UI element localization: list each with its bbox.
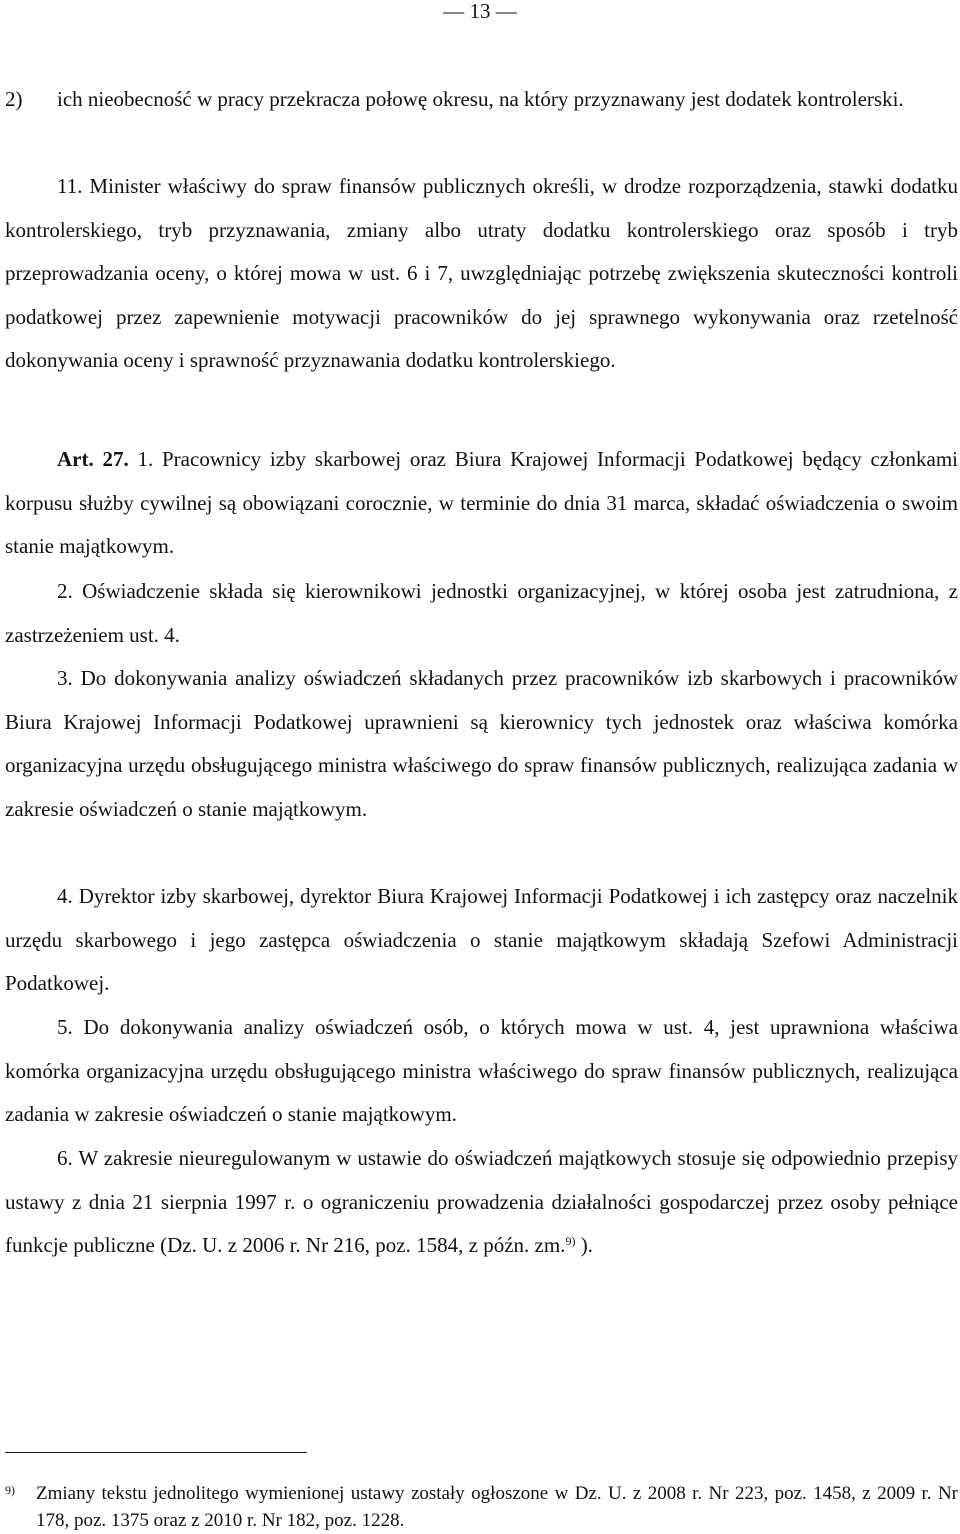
- footnote-text: Zmiany tekstu jednolitego wymienionej ustawy zostały ogłoszone w Dz. U. z 2008 r. Nr 223, poz. 1458, z 2009 r. Nr 178, poz. 1375 oraz z 2010 r. Nr 182, poz. 1228.: [36, 1483, 958, 1531]
- art27-ust2: 2. Oświadczenie składa się kierownikowi jednostki organizacyjnej, w której osoba jest zatrudniona, z zastrzeżeniem ust. 4.: [5, 579, 958, 647]
- footnote-separator: [5, 1452, 307, 1453]
- art27-ust5: 5. Do dokonywania analizy oświadczeń osób, o których mowa w ust. 4, jest uprawniona właściwa komórka organizacyjna urzędu obsługującego ministra właściwego do spraw finansów publicznych, realizująca zadania w zakresie oświadczeń o stanie majątkowym.: [5, 1015, 958, 1126]
- paragraph-art26-ust11: 11. Minister właściwy do spraw finansów publicznych określi, w drodze rozporządzenia, stawki dodatku kontrolerskiego, tryb przyznawania, zmiany albo utraty dodatku kontrolerskiego oraz sposób i tryb przeprowadzania oceny, o której mowa w ust. 6 i 7, uwzględniając potrzebę zwiększenia skuteczności kontroli podatkowej przez zapewnienie motywacji pracowników do jej sprawnego wykonywania oraz rzetelność dokonywania oceny i sprawność przyznawania dodatku kontrolerskiego.: [5, 174, 958, 372]
- art27-ust1: [5, 438, 958, 569]
- art27-ust3: 3. Do dokonywania analizy oświadczeń składanych przez pracowników izb skarbowych i pracowników Biura Krajowej Informacji Podatkowej uprawnieni są kierownicy tych jednostek oraz właściwa komórka organizacyjna urzędu obsługującego ministra właściwego do spraw finansów publicznych, realizująca zadania w zakresie oświadczeń o stanie majątkowym.: [5, 666, 958, 821]
- footnote-reference: 9): [565, 1234, 576, 1248]
- list-item-text: ich nieobecność w pracy przekracza połowę okresu, na który przyznawany jest dodatek kontrolerski.: [57, 87, 904, 111]
- list-item-2: [5, 78, 960, 122]
- list-item-number: 2): [5, 87, 23, 111]
- art27-ust6-end: ).: [580, 1233, 593, 1257]
- art27-ust4: 4. Dyrektor izby skarbowej, dyrektor Biura Krajowej Informacji Podatkowej i ich zastępcy oraz naczelnik urzędu skarbowego i jego zastępca oświadczenia o stanie majątkowym składają Szefowi Administracji Podatkowej.: [5, 884, 958, 995]
- page-number: — 13 —: [443, 0, 517, 23]
- article-heading: Art. 27.: [57, 447, 129, 471]
- art27-ust6-text: 6. W zakresie nieuregulowanym w ustawie do oświadczeń majątkowych stosuje się odpowiednio przepisy ustawy z dnia 21 sierpnia 1997 r. o ograniczeniu prowadzenia działalności gospodarczej przez osoby pełniące funkcje publiczne (Dz. U. z 2006 r. Nr 216, poz. 1584, z późn. zm.: [5, 1146, 958, 1257]
- art27-ust1-text: 1. Pracownicy izby skarbowej oraz Biura Krajowej Informacji Podatkowej będący członkami korpusu służby cywilnej są obowiązani corocznie, w terminie do dnia 31 marca, składać oświadczenia o swoim stanie majątkowym.: [5, 447, 959, 558]
- art27-ust6: [5, 1137, 958, 1268]
- footnote: [5, 1480, 958, 1534]
- footnote-mark: 9): [5, 1483, 15, 1497]
